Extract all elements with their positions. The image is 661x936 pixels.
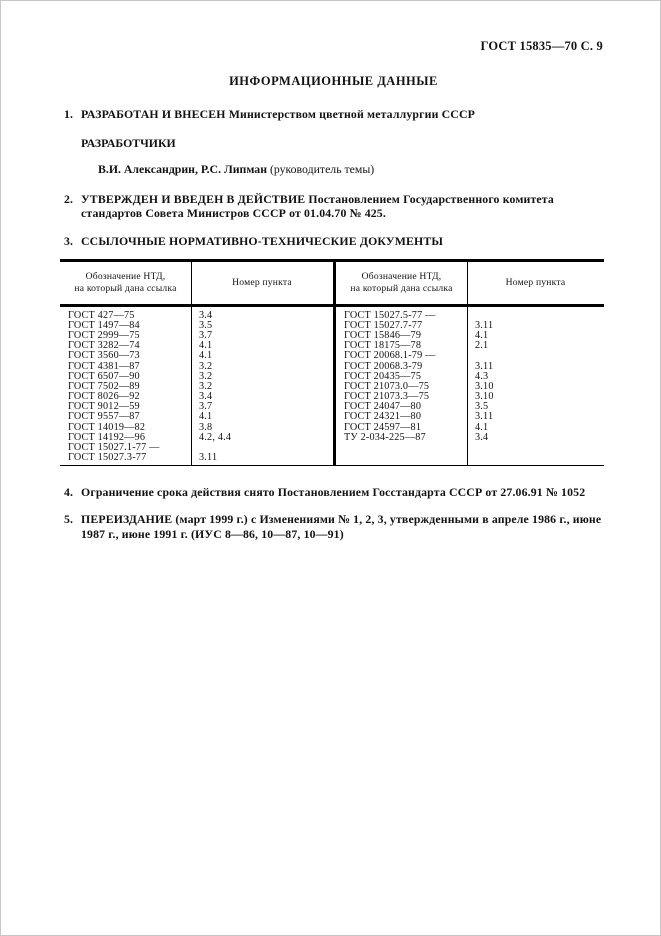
ntd-designation-cell: ГОСТ 9557—87 [68,411,140,423]
item-2-number: 2. [64,191,74,206]
clause-number-cell: 4.1 [475,329,489,341]
item-4-number: 4. [64,485,74,500]
table-row [60,351,333,361]
developer-role-note: (руководитель темы) [267,162,375,177]
clause-number-cell [467,351,604,361]
list-item-1 [64,107,603,122]
col-header-designation [60,262,191,304]
clause-number-cell: 3.10 [475,391,494,403]
clause-number-cell: 3.11 [199,452,218,464]
ntd-designation-cell: ГОСТ 20068.3-79 [344,360,423,372]
item-5-text: ПЕРЕИЗДАНИЕ (март 1999 г.) с Изменениями № 1, 2, 3, утвержденными в апреле 1986 г., июне 1987 г., июне 1991 г. (ИУС 8—86, 10—87, 10—91) [81,511,602,541]
ntd-designation-cell: ГОСТ 21073.0—75 [344,380,430,392]
item-1-number: 1. [64,107,74,121]
ntd-designation-cell: ГОСТ 9012—59 [68,401,140,413]
item-5-number: 5. [64,511,74,526]
standard-page-header: ГОСТ 15835—70 С. 9 [480,39,603,53]
ntd-designation-cell: ГОСТ 15846—79 [344,329,422,341]
item-3-text: ССЫЛОЧНЫЕ НОРМАТИВНО-ТЕХНИЧЕСКИЕ ДОКУМЕНТЫ [81,233,444,248]
col-header-designation [336,262,467,304]
table-left-half [60,262,333,466]
item-2-text: УТВЕРЖДЕН И ВВЕДЕН В ДЕЙСТВИЕ Постановлением Государственного комитета стандартов Совета Министров СССР от 01.04.70 № 425. [81,191,554,221]
item-1-text: РАЗРАБОТАН И ВНЕСЕН Министерством цветной металлургии СССР [81,107,475,121]
clause-number-cell: 3.2 [199,360,213,372]
col-header-designation-line1: Обозначение НТД, [85,270,166,282]
clause-number-cell: 4.2, 4.4 [199,431,232,443]
list-item-5 [64,512,603,541]
ntd-designation-cell: ГОСТ 20068.1-79 — [344,350,436,362]
ntd-designation-cell: ГОСТ 14192—96 [68,431,146,443]
col-header-clause: Номер пункта [505,276,566,288]
ntd-designation-cell: ГОСТ 1497—84 [68,319,140,331]
ntd-designation-cell: ГОСТ 20435—75 [344,370,422,382]
column-divider-line [467,262,468,466]
clause-number-cell: 4.1 [199,411,213,423]
clause-number-cell: 4.3 [475,370,489,382]
table-row [336,351,604,361]
clause-number-cell: 3.7 [199,401,213,413]
ntd-designation-cell: ГОСТ 8026—92 [68,391,140,403]
clause-number-cell: 3.4 [475,431,489,443]
ntd-designation-cell: ГОСТ 24321—80 [344,411,422,423]
table-body-right [336,307,604,466]
clause-number-cell: 3.7 [199,329,213,341]
ntd-designation-cell: ГОСТ 3560—73 [68,350,140,362]
table-row [60,453,333,463]
clause-number-cell: 3.4 [199,309,213,321]
ntd-designation-cell: ГОСТ 427—75 [68,309,135,321]
ntd-designation-cell: ГОСТ 15027.3-77 [68,452,147,464]
item-4-text: Ограничение срока действия снято Постановлением Госстандарта СССР от 27.06.91 № 1052 [81,485,586,500]
clause-number-cell: 3.2 [199,380,213,392]
ntd-designation-cell: ГОСТ 7502—89 [68,380,140,392]
ntd-designation-cell: ГОСТ 6507—90 [68,370,140,382]
clause-number-cell: 4.1 [199,350,213,362]
item-3-number: 3. [64,233,74,248]
references-table [60,259,604,467]
ntd-designation-cell: ГОСТ 24047—80 [344,401,422,413]
table-body-left [60,307,333,466]
table-header-right [336,262,604,307]
col-header-designation-line2: на который дана ссылка [350,282,453,294]
table-right-half [333,262,604,466]
ntd-designation-cell: ГОСТ 18175—78 [344,340,422,352]
developer-names: В.И. Александрин, Р.С. Липман [98,162,267,177]
ntd-designation-cell: ГОСТ 14019—82 [68,421,146,433]
clause-number-cell: 3.5 [199,319,213,331]
list-item-2 [64,192,603,221]
clause-number-cell: 3.8 [199,421,213,433]
ntd-designation-cell: ТУ 2-034-225—87 [344,431,426,443]
developers-line [98,162,603,177]
clause-number-cell: 4.1 [199,340,213,352]
col-header-designation-line2: на который дана ссылка [74,282,177,294]
clause-number-cell: 3.11 [475,360,494,372]
ntd-designation-cell: ГОСТ 15027.7-77 [344,319,423,331]
ntd-designation-cell: ГОСТ 4381—87 [68,360,140,372]
ntd-designation-cell: ГОСТ 15027.5-77 — [344,309,436,321]
table-row [336,433,604,443]
ntd-designation-cell: ГОСТ 3282—74 [68,340,140,352]
ntd-designation-cell: ГОСТ 15027.1-77 — [68,442,160,453]
ntd-designation-cell: ГОСТ 2999—75 [68,329,140,341]
col-header-clause: Номер пункта [232,276,292,288]
clause-number-cell: 3.2 [199,370,213,382]
clause-number-cell: 4.1 [475,421,489,433]
table-header-left [60,262,333,307]
list-item-4 [64,485,603,500]
clause-number-cell: 2.1 [475,340,489,352]
page-content [1,1,660,541]
col-header-designation-line1: Обозначение НТД, [361,270,442,282]
clause-number-cell: 3.11 [475,319,494,331]
ntd-designation-cell: ГОСТ 21073.3—75 [344,391,430,403]
page-title: ИНФОРМАЦИОННЫЕ ДАННЫЕ [229,74,438,88]
column-divider-line [191,262,192,466]
clause-number-cell: 3.4 [199,391,213,403]
clause-number-cell: 3.11 [475,411,494,423]
ntd-designation-cell: ГОСТ 24597—81 [344,421,422,433]
clause-number-cell: 3.10 [475,380,494,392]
list-item-3 [64,234,603,249]
clause-number-cell: 3.5 [475,401,489,413]
developers-label: РАЗРАБОТЧИКИ [81,135,176,150]
